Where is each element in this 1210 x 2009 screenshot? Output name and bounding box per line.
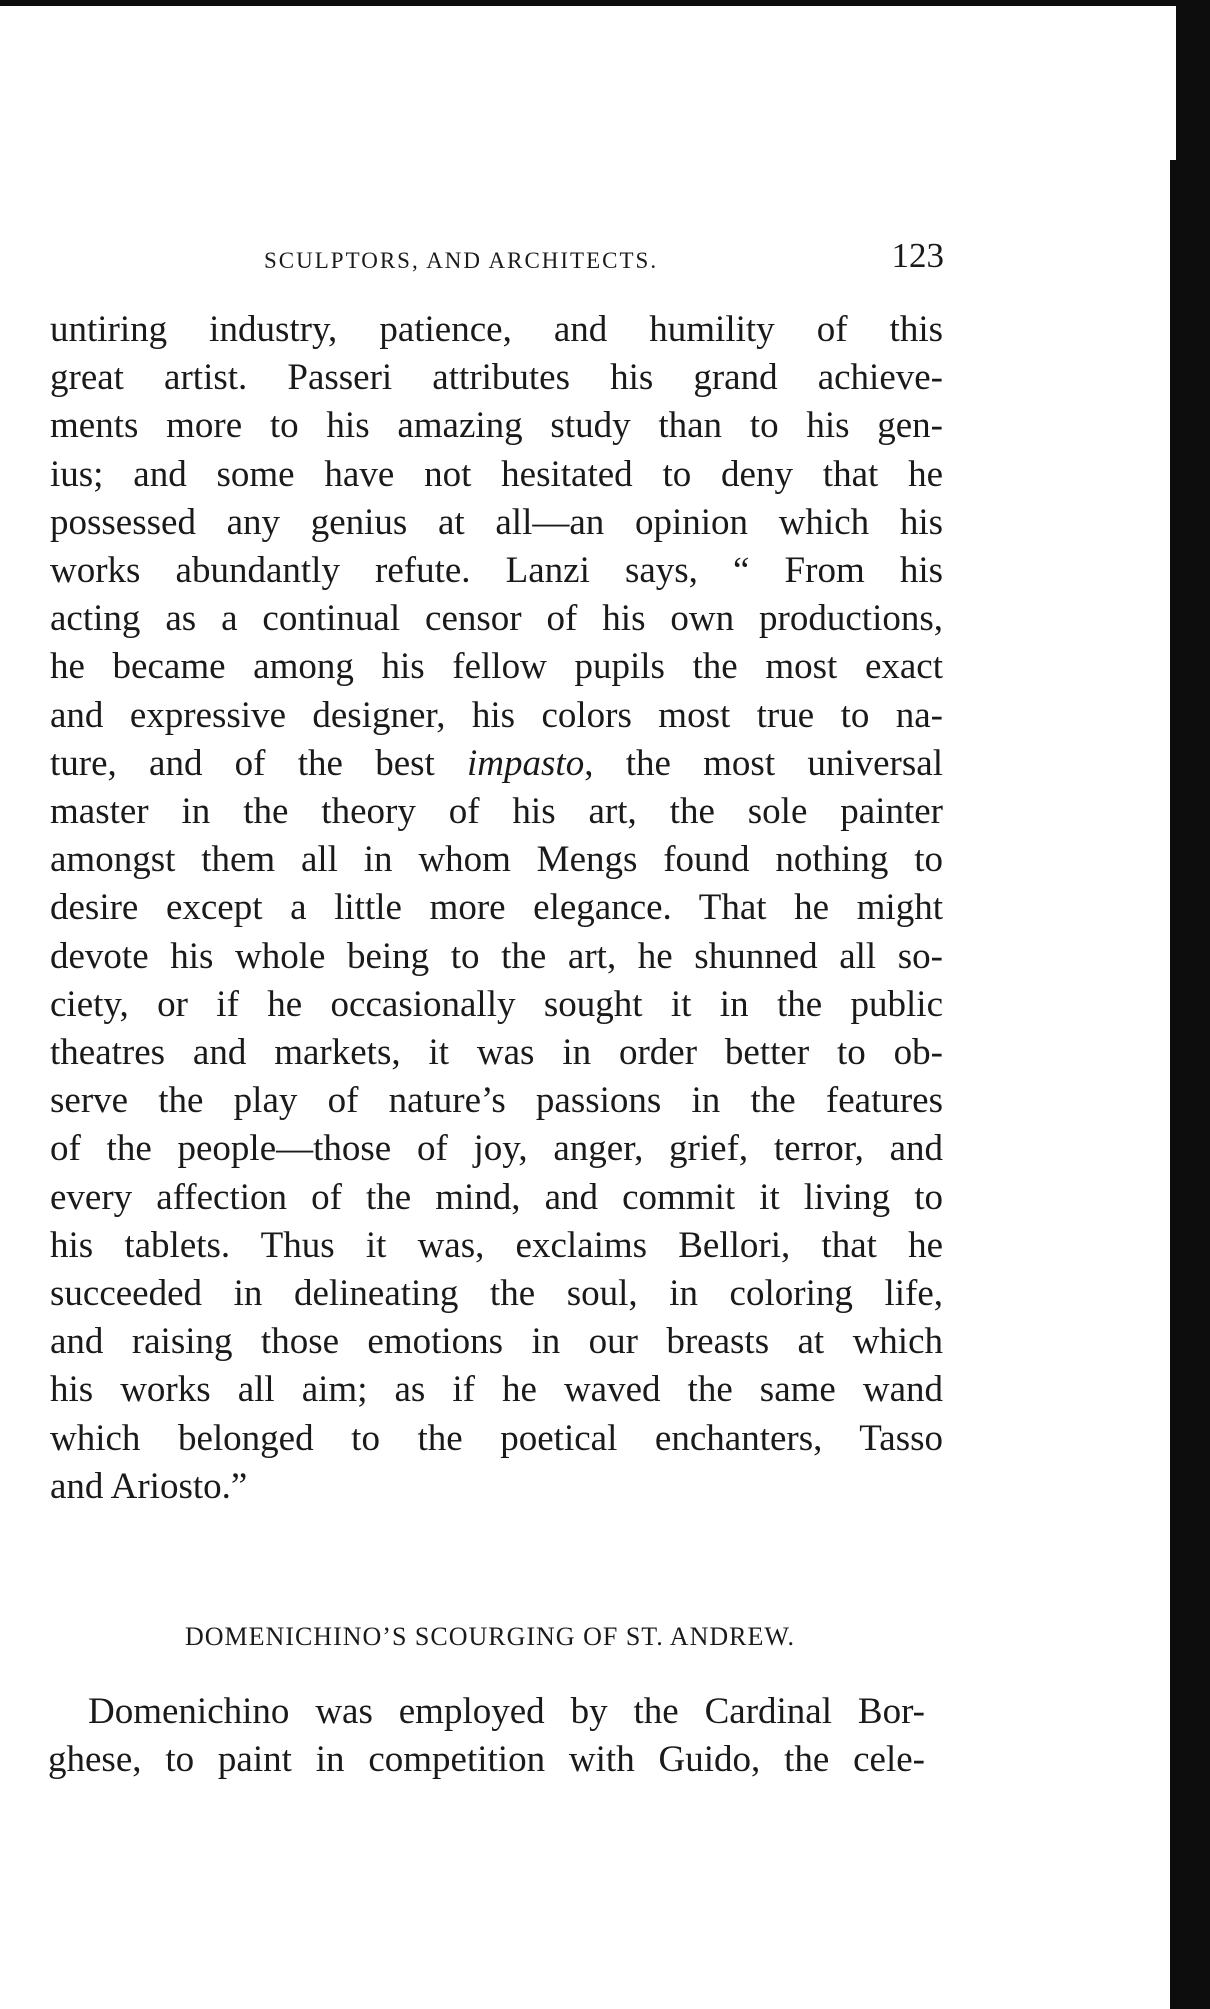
text-line: ments more to his amazing study than to his gen- bbox=[50, 405, 943, 447]
page-number: 123 bbox=[891, 236, 944, 275]
text-line: his tablets. Thus it was, exclaims Bellori, that he bbox=[50, 1224, 943, 1266]
body-paragraph bbox=[50, 306, 943, 1511]
text-line: amongst them all in whom Mengs found nothing to bbox=[50, 839, 943, 881]
text-line: desire except a little more elegance. That he might bbox=[50, 887, 943, 929]
text-line: of the people—those of joy, anger, grief, terror, and bbox=[50, 1128, 943, 1170]
running-head-title: SCULPTORS, AND ARCHITECTS. bbox=[264, 248, 659, 273]
text-line: devote his whole being to the art, he shunned all so- bbox=[50, 935, 943, 977]
scan-right-edge bbox=[1176, 0, 1210, 2009]
text-line: untiring industry, patience, and humility of this bbox=[50, 309, 943, 350]
scan-right-edge-shadow bbox=[1170, 160, 1176, 2009]
section-paragraph bbox=[48, 1688, 925, 1784]
text-segment: ture, and of the best bbox=[50, 742, 468, 784]
section-heading: DOMENICHINO’S SCOURGING OF ST. ANDREW. bbox=[184, 1622, 796, 1651]
text-line: and Ariosto.” bbox=[50, 1465, 248, 1507]
text-line: and expressive designer, his colors most true to na- bbox=[50, 694, 943, 736]
italic-term: impasto bbox=[467, 742, 585, 784]
text-line: he became among his fellow pupils the most exact bbox=[50, 646, 943, 688]
text-line: possessed any genius at all—an opinion which his bbox=[50, 501, 943, 543]
text-line: every affection of the mind, and commit it living to bbox=[50, 1176, 943, 1218]
text-line: ghese, to paint in competition with Guido, the cele- bbox=[48, 1739, 925, 1780]
text-segment: , the most universal bbox=[584, 742, 943, 784]
text-line: and raising those emotions in our breasts at which bbox=[50, 1321, 943, 1363]
text-line: great artist. Passeri attributes his grand achieve- bbox=[50, 357, 943, 399]
text-line: his works all aim; as if he waved the same wand bbox=[50, 1369, 943, 1411]
text-line: serve the play of nature’s passions in the features bbox=[50, 1080, 943, 1122]
text-line: acting as a continual censor of his own productions, bbox=[50, 598, 943, 640]
text-line: theatres and markets, it was in order better to ob- bbox=[50, 1032, 943, 1074]
text-line: succeeded in delineating the soul, in coloring life, bbox=[50, 1273, 943, 1315]
running-head bbox=[264, 236, 944, 286]
text-line: ius; and some have not hesitated to deny that he bbox=[50, 453, 943, 495]
text-line: works abundantly refute. Lanzi says, “ From his bbox=[50, 550, 943, 592]
text-line: which belonged to the poetical enchanters, Tasso bbox=[50, 1417, 943, 1459]
text-line: ciety, or if he occasionally sought it in the public bbox=[50, 983, 943, 1025]
text-line: master in the theory of his art, the sole painter bbox=[50, 791, 943, 833]
text-line: Domenichino was employed by the Cardinal Bor- bbox=[88, 1691, 925, 1732]
text-line-with-italic bbox=[50, 740, 943, 788]
